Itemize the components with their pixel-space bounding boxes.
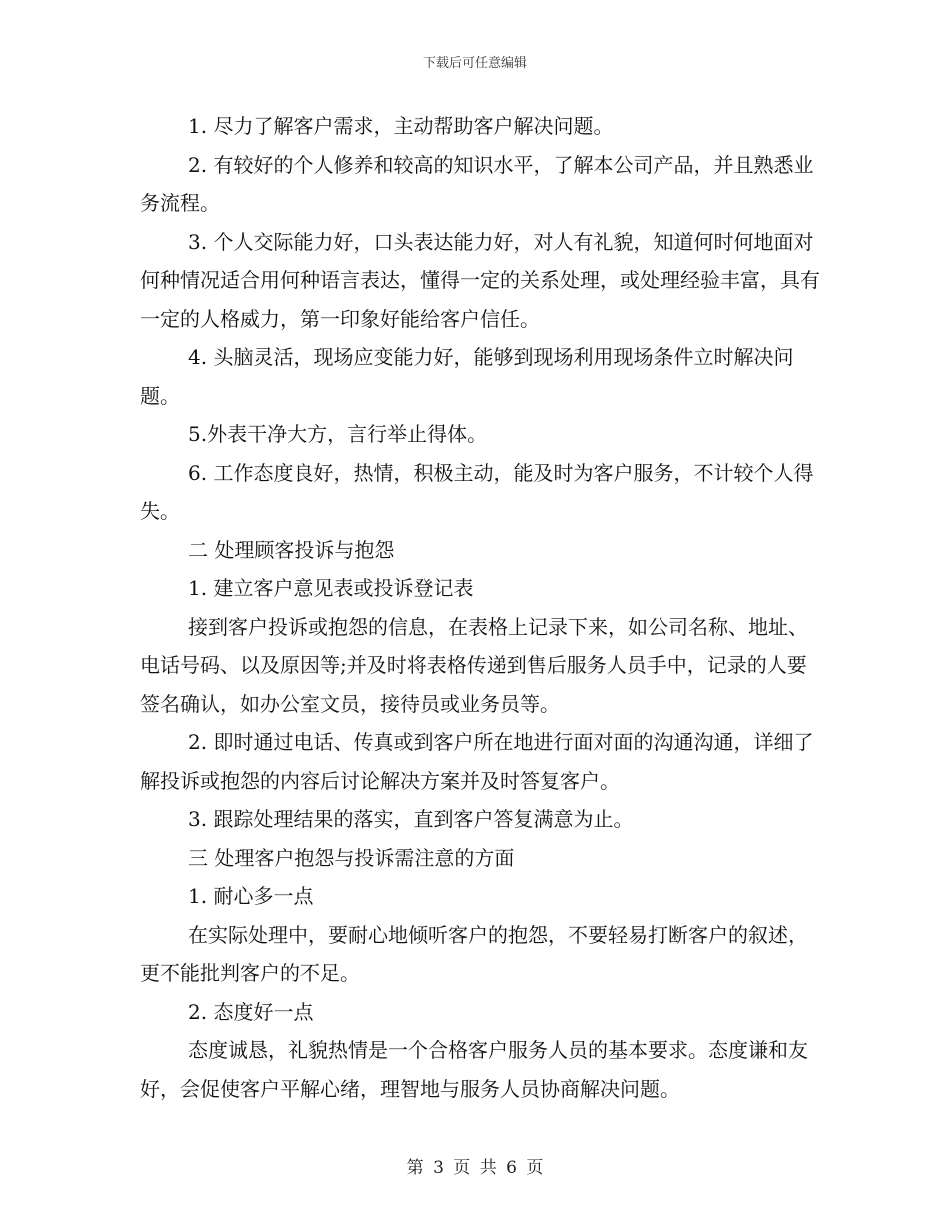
paragraph-8: 2. 即时通过电话、传真或到客户所在地进行面对面的沟通沟通，详细了解投诉或抱怨的内容后讨论解决方案并及时答复客户。 (140, 730, 814, 793)
page-footer: 第 3 页 共 6 页 (406, 1158, 544, 1178)
subheading-1: 1. 建立客户意见表或投诉登记表 (188, 576, 474, 600)
paragraph-5: 5.外表干净大方，言行举止得体。 (188, 422, 488, 446)
paragraph-3: 3. 个人交际能力好，口头表达能力好，对人有礼貌，知道何时何地面对何种情况适合用何种语言表达，懂得一定的关系处理，或处理经验丰富，具有一定的人格威力，第一印象好能给客户信任。 (140, 229, 820, 331)
paragraph-4: 4. 头脑灵活，现场应变能力好，能够到现场利用现场条件立时解决问题。 (140, 345, 794, 408)
section-heading-2: 二 处理顾客投诉与抱怨 (188, 537, 395, 562)
subheading-2: 1. 耐心多一点 (188, 884, 314, 908)
paragraph-11: 态度诚恳，礼貌热情是一个合格客户服务人员的基本要求。态度谦和友好，会促使客户平解心绪，理智地与服务人员协商解决问题。 (140, 1038, 808, 1101)
subheading-3: 2. 态度好一点 (188, 999, 314, 1024)
paragraph-9: 3. 跟踪处理结果的落实，直到客户答复满意为止。 (188, 807, 634, 831)
paragraph-1: 1. 尽力了解客户需求，主动帮助客户解决问题。 (188, 114, 614, 138)
page-header: 下载后可任意编辑 (422, 56, 527, 71)
paragraph-6: 6. 工作态度良好，热情，积极主动，能及时为客户服务，不计较个人得失。 (140, 460, 814, 523)
section-heading-3: 三 处理客户抱怨与投诉需注意的方面 (188, 845, 515, 870)
paragraph-10: 在实际处理中，要耐心地倾听客户的抱怨，不要轻易打断客户的叙述，更不能批判客户的不足。 (140, 922, 808, 985)
paragraph-2: 2. 有较好的个人修养和较高的知识水平，了解本公司产品，并且熟悉业务流程。 (140, 152, 814, 215)
paragraph-7: 接到客户投诉或抱怨的信息，在表格上记录下来，如公司名称、地址、电话号码、以及原因等;并及时将表格传递到售后服务人员手中，记录的人要签名确认，如办公室文员，接待员或业务员等。 (140, 614, 808, 716)
document-body (140, 107, 820, 1108)
